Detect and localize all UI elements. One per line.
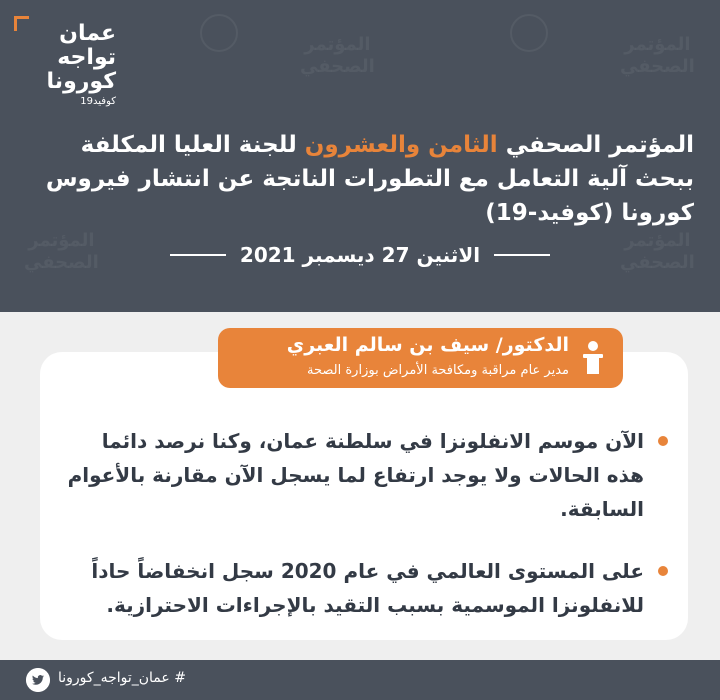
speaker-banner	[218, 328, 623, 388]
watermark-text: المؤتمر الصحفي	[620, 34, 695, 77]
list-item	[60, 554, 668, 622]
title-part-2: للجنة العليا المكلفة ببحث آلية التعامل مع التطورات الناتجة عن انتشار فيروس كورونا (كوفيد-19)	[45, 132, 694, 226]
watermark-text: المؤتمر الصحفي	[300, 34, 375, 77]
twitter-icon[interactable]	[26, 668, 50, 692]
date-divider-left	[170, 254, 226, 256]
bullet-dot-icon	[658, 566, 668, 576]
speaker-role: مدير عام مراقبة ومكافحة الأمراض بوزارة الصحة	[307, 363, 569, 378]
header-panel	[0, 0, 720, 312]
footer-bar	[0, 660, 720, 700]
conference-date: الاثنين 27 ديسمبر 2021	[239, 243, 481, 267]
watermark-text: المؤتمر الصحفي	[620, 230, 695, 273]
speaker-name: الدكتور/ سيف بن سالم العبري	[286, 334, 569, 356]
title-part-1: المؤتمر الصحفي	[505, 132, 694, 158]
watermark-emblem	[200, 14, 238, 58]
page-title	[40, 128, 694, 230]
logo-line-faces: تواجه	[57, 45, 116, 70]
logo-line-covid: كوفيد19	[80, 96, 116, 107]
footer-hashtag[interactable]: # عمان_تواجه_كورونا	[58, 670, 186, 686]
bullet-list	[60, 424, 668, 650]
date-line	[0, 240, 720, 270]
watermark-emblem	[510, 14, 548, 58]
list-item	[60, 424, 668, 526]
logo-line-corona: كورونا	[46, 69, 116, 94]
bullet-text: الآن موسم الانفلونزا في سلطنة عمان، وكنا نرصد دائما هذه الحالات ولا يوجد ارتفاع لما يسجل الآن مقارنة بالأعوام السابقة.	[67, 429, 644, 521]
bullet-dot-icon	[658, 436, 668, 446]
bullet-text: على المستوى العالمي في عام 2020 سجل انخفاضاً حاداً للانفلونزا الموسمية بسبب التقيد بالإجراءات الاحترازية.	[91, 559, 644, 617]
emblem-icon	[200, 14, 238, 52]
date-divider-right	[494, 254, 550, 256]
emblem-icon	[510, 14, 548, 52]
campaign-logo	[16, 22, 116, 108]
title-accent: الثامن والعشرون	[304, 132, 498, 158]
logo-bracket-icon	[14, 16, 29, 31]
logo-line-oman: عمان	[59, 21, 116, 46]
podium-icon	[579, 340, 607, 376]
watermark-text: المؤتمر الصحفي	[24, 230, 99, 273]
